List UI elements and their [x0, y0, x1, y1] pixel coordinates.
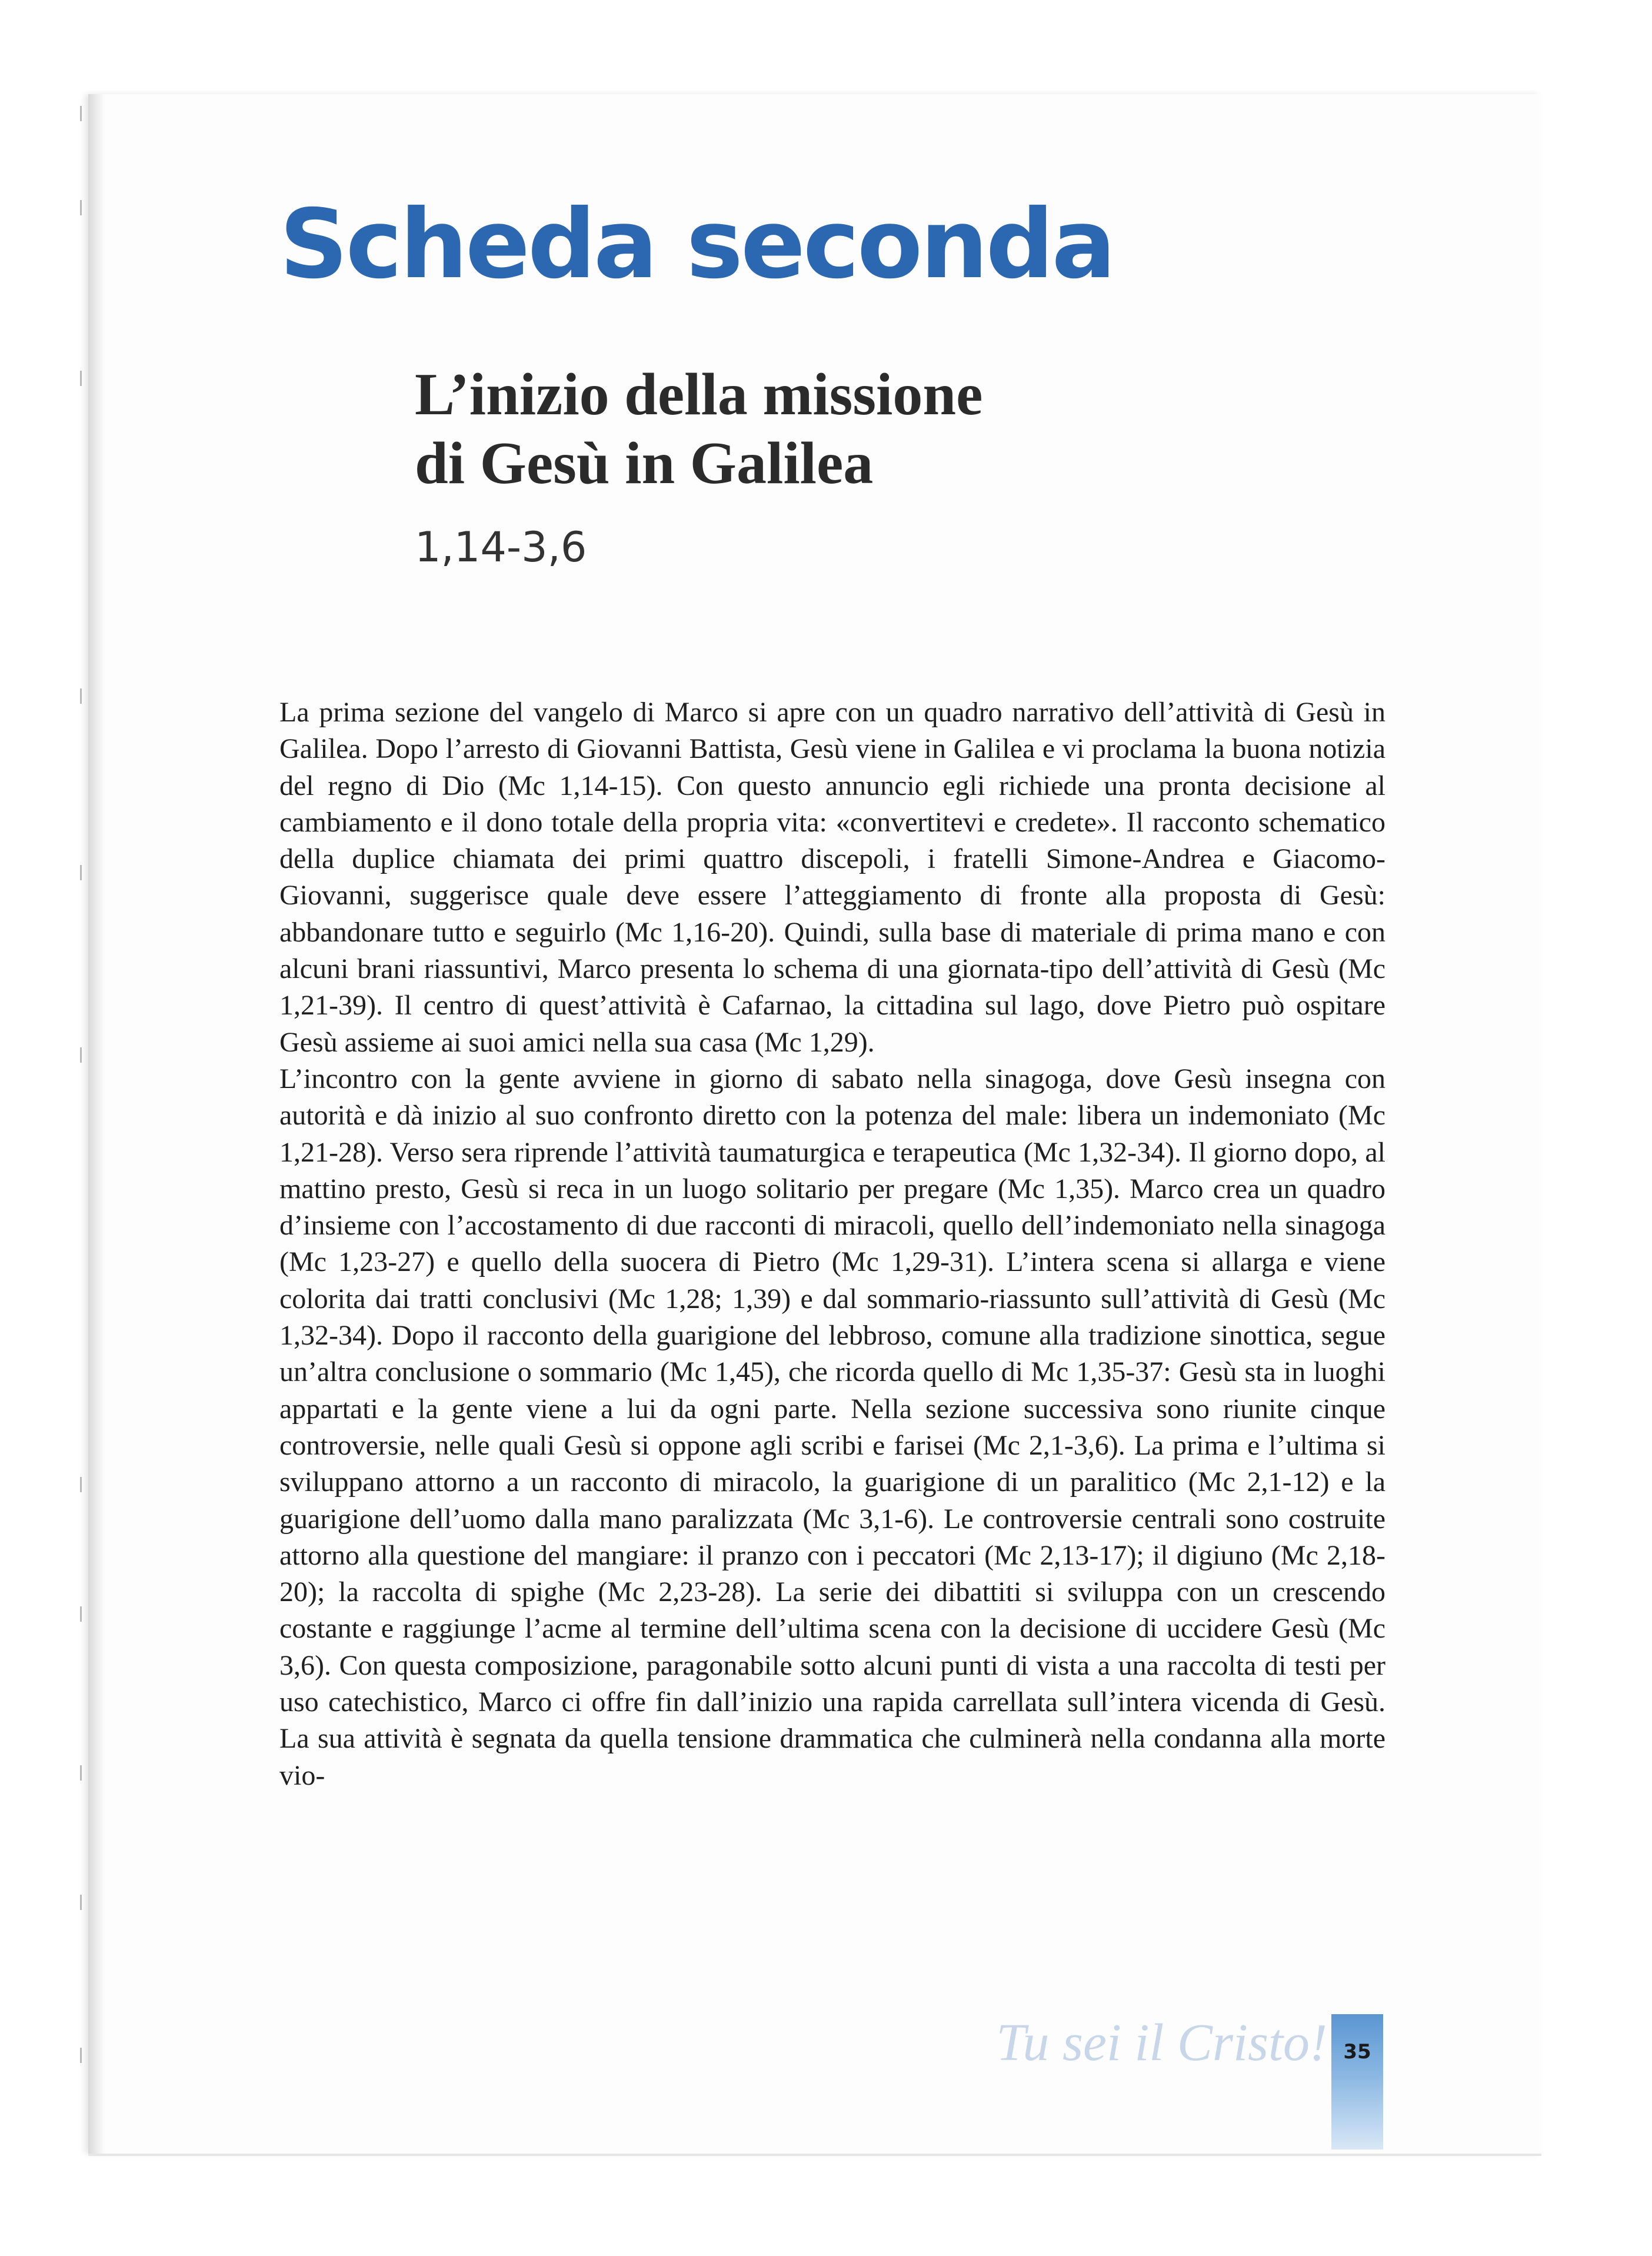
section-subtitle — [415, 360, 1238, 498]
paragraph: L’incontro con la gente avviene in giorno di sabato nella sinagoga, dove Gesù insegna con autorità e dà inizio al suo confronto diretto con la potenza del male: libera un indemoniato (Mc 1,21-28). Verso sera riprende l’attività taumaturgica e terapeutica (Mc 1,32-34). Il giorno dopo, al mattino presto, Gesù si reca in un luogo solitario per pregare (Mc 1,35). Marco crea un quadro d’insieme con l’accostamento di due racconti di miracoli, quello dell’indemoniato nella sinagoga (Mc 1,23-27) e quello della suocera di Pietro (Mc 1,29-31). L’intera scena si allarga e viene colorita dai tratti conclusivi (Mc 1,28; 1,39) e dal sommario-riassunto sull’attività di Gesù (Mc 1,32-34). Dopo il racconto della guarigione del lebbroso, comune alla tradizione sinottica, segue un’altra conclusione o sommario (Mc 1,45), che ricorda quello di Mc 1,35-37: Gesù sta in luoghi appartati e la gente viene a lui da ogni parte. Nella sezione successiva sono riunite cinque controversie, nelle quali Gesù si oppone agli scribi e farisei (Mc 2,1-3,6). La prima e l’ultima si sviluppano attorno a un racconto di miracolo, la guarigione di un paralitico (Mc 2,1-12) e la guarigione dell’uomo dalla mano paralizzata (Mc 3,1-6). Le controversie centrali sono costruite attorno alla questione del mangiare: il pranzo con i peccatori (Mc 2,13-17); il digiuno (Mc 2,18-20); la raccolta di spighe (Mc 2,23-28). La serie dei dibattiti si sviluppa con un crescendo costante e raggiunge l’acme al termine dell’ultima scena con la decisione di uccidere Gesù (Mc 3,6). Con questa composizione, paragonabile sotto alcuni punti di vista a una raccolta di testi per uso catechistico, Marco ci offre fin dall’inizio una rapida carrellata sull’intera vicenda di Gesù. La sua attività è segnata da quella tensione drammatica che culminerà nella condanna alla morte vio- — [279, 1063, 1385, 1791]
chapter-reference: 1,14-3,6 — [415, 523, 587, 571]
binding-holes — [78, 94, 85, 2154]
page-number: 35 — [1343, 2040, 1371, 2064]
page-number-tab — [1331, 2014, 1383, 2149]
paragraph: La prima sezione del vangelo di Marco si apre con un quadro narrativo dell’attività di Gesù in Galilea. Dopo l’arresto di Giovanni Battista, Gesù viene in Galilea e vi proclama la buona notizia del regno di Dio (Mc 1,14-15). Con questo annuncio egli richiede una pronta decisione al cambiamento e il dono totale della propria vita: «convertitevi e credete». Il racconto schematico della duplice chiamata dei primi quattro discepoli, i fratelli Simone-Andrea e Giacomo- Giovanni, suggerisce quale deve essere l’atteggiamento di fronte alla proposta di Gesù: abbandonare tutto e seguirlo (Mc 1,16-20). Quindi, sulla base di materiale di prima mano e con alcuni brani riassuntivi, Marco presenta lo schema di una giornata-tipo dell’attività di Gesù (Mc 1,21-39). Il centro di quest’attività è Cafarnao, la cittadina sul lago, dove Pietro può ospitare Gesù assieme ai suoi amici nella sua casa (Mc 1,29). — [279, 697, 1385, 1058]
page-title: Scheda seconda — [279, 189, 1114, 300]
body-text — [279, 694, 1385, 1794]
subtitle-line: L’inizio della missione — [415, 361, 983, 428]
subtitle-line: di Gesù in Galilea — [415, 430, 874, 497]
page-bottom-edge — [88, 2154, 1541, 2156]
footer-motto: Tu sei il Cristo! — [996, 2014, 1327, 2072]
